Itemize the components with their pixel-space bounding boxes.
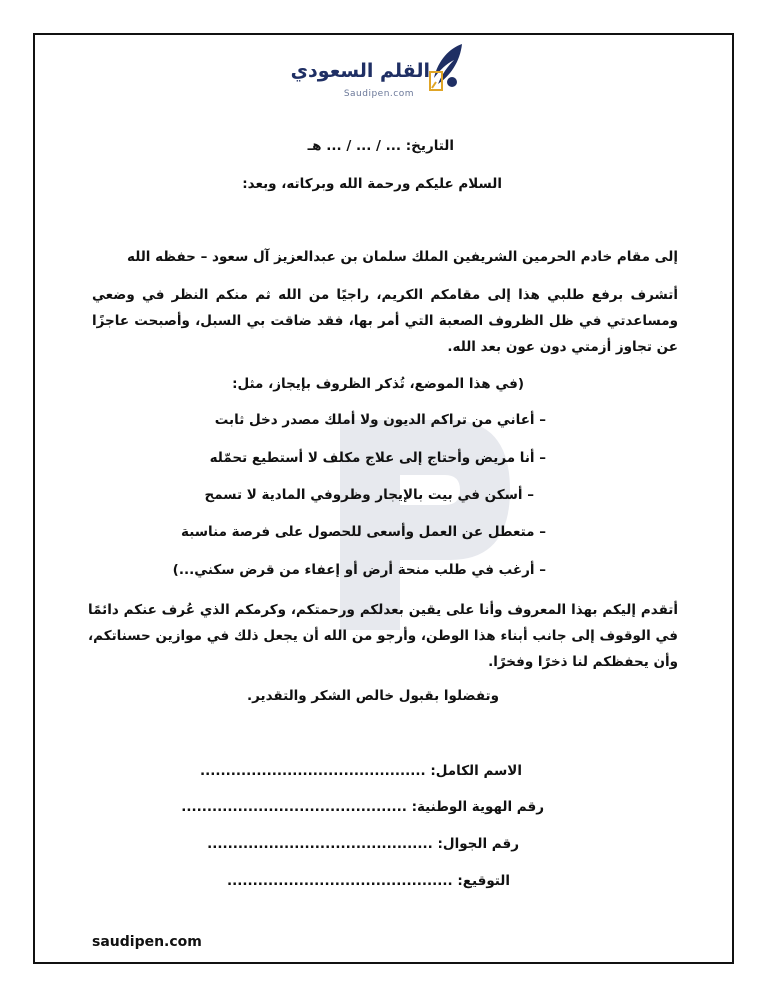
logo-subtitle: Saudipen.com [343, 89, 414, 99]
national-id-field: رقم الهوية الوطنية: ............................................ [181, 799, 544, 815]
signature-field: التوقيع: ............................................ [227, 873, 510, 889]
quill-pen-icon [424, 42, 468, 92]
mobile-field: رقم الجوال: ............................................ [207, 836, 519, 852]
list-item: – أنا مريض وأحتاج إلى علاج مكلف لا أستطيع تحمّله [209, 450, 546, 466]
list-item: – أرغب في طلب منحة أرض أو إعفاء من قرض سكني...) [172, 562, 546, 578]
closing-paragraph: أتقدم إليكم بهذا المعروف وأنا على يقين بعدلكم ورحمتكم، وكرمكم الذي عُرف عنكم دائمًا في الوقوف إلى جانب أبناء هذا الوطن، وأرجو من الله أن يجعل ذلك في موازين حسناتكم، وأن يحفظكم لنا ذخرًا وفخرًا. [88, 602, 678, 670]
full-name-field: الاسم الكامل: ............................................ [199, 763, 522, 779]
thanks-line: وتفضلوا بقبول خالص الشكر والتقدير. [246, 688, 499, 704]
logo-title: القلم السعودي [290, 60, 430, 82]
greeting: السلام عليكم ورحمة الله وبركاته، وبعد: [242, 176, 502, 192]
footer-url: saudipen.com [92, 934, 202, 950]
list-item: – أسكن في بيت بالإيجار وظروفي المادية لا تسمح [204, 487, 534, 503]
intro-paragraph: أتشرف برفع طلبي هذا إلى مقامكم الكريم، راجيًا من الله ثم منكم النظر في وضعي ومساعدتي في ظل الظروف الصعبة التي أمر بها، فقد ضاقت بي السبل، وأصبحت عاجزًا عن تجاوز أزمتي دون عون بعد الله. [92, 287, 678, 355]
circumstances-intro: (في هذا الموضع، تُذكر الظروف بإيجاز، مثل: [232, 376, 524, 392]
list-item: – متعطل عن العمل وأسعى للحصول على فرصة مناسبة [181, 524, 546, 540]
list-item: – أعاني من تراكم الديون ولا أملك مصدر دخل ثابت [214, 412, 546, 428]
site-logo [290, 42, 470, 106]
date-line: التاريخ: ... / ... / ... هـ [307, 138, 454, 154]
addressee-line: إلى مقام خادم الحرمين الشريفين الملك سلمان بن عبدالعزيز آل سعود – حفظه الله [127, 249, 678, 265]
